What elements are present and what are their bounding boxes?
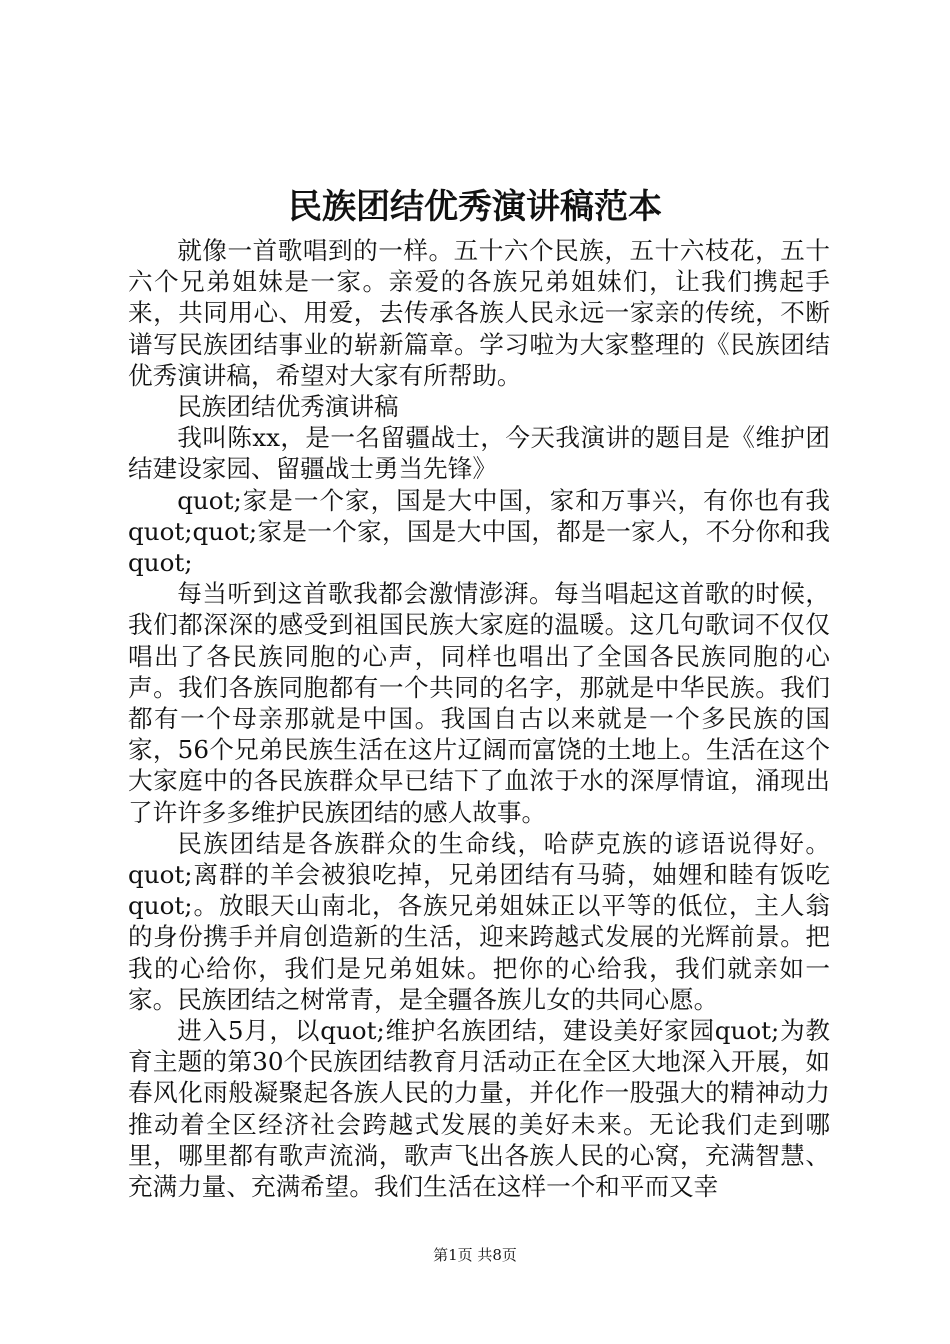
paragraph-may: 进入5月，以quot;维护名族团结，建设美好家园quot;为教育主题的第30个民族团结教育月活动正在全区大地深入开展，如春风化雨般凝聚起各族人民的力量，并化作一股强大的精神动力推动着全区经济社会跨越式发展的美好未来。无论我们走到哪里，哪里都有歌声流淌，歌声飞出各族人民的心窝，充满智慧、充满力量、充满希望。我们生活在这样一个和平而又幸 bbox=[128, 1016, 830, 1202]
page-number: 第1页 共8页 bbox=[433, 1246, 517, 1264]
paragraph-unity: 民族团结是各族群众的生命线，哈萨克族的谚语说得好。quot;离群的羊会被狼吃掉，兄弟团结有马骑，妯娌和睦有饭吃quot;。放眼天山南北，各族兄弟姐妹正以平等的低位，主人翁的身份携手并肩创造新的生活，迎来跨越式发展的光辉前景。把我的心给你，我们是兄弟姐妹。把你的心给我，我们就亲如一家。民族团结之树常青，是全疆各族儿女的共同心愿。 bbox=[128, 828, 830, 1014]
paragraph-song: 每当听到这首歌我都会激情澎湃。每当唱起这首歌的时候，我们都深深的感受到祖国民族大家庭的温暖。这几句歌词不仅仅唱出了各民族同胞的心声，同样也唱出了全国各民族同胞的心声。我们各族同胞都有一个共同的名字，那就是中华民族。我们都有一个母亲那就是中国。我国自古以来就是一个多民族的国家，56个兄弟民族生活在这片辽阔而富饶的土地上。生活在这个大家庭中的各民族群众早已结下了血浓于水的深厚情谊，涌现出了许许多多维护民族团结的感人故事。 bbox=[128, 579, 830, 827]
paragraph-lyrics: quot;家是一个家，国是大中国，家和万事兴，有你也有我quot;quot;家是一个家，国是大中国，都是一家人，不分你和我quot; bbox=[128, 485, 830, 578]
document-body bbox=[128, 235, 830, 1202]
paragraph-subtitle: 民族团结优秀演讲稿 bbox=[177, 392, 399, 422]
document-title: 民族团结优秀演讲稿范本 bbox=[288, 187, 662, 227]
paragraph-intro: 就像一首歌唱到的一样。五十六个民族，五十六枝花，五十六个兄弟姐妹是一家。亲爱的各族兄弟姐妹们，让我们携起手来，共同用心、用爱，去传承各族人民永远一家亲的传统，不断谱写民族团结事业的崭新篇章。学习啦为大家整理的《民族团结优秀演讲稿，希望对大家有所帮助。 bbox=[128, 236, 830, 390]
paragraph-speaker: 我叫陈xx，是一名留疆战士，今天我演讲的题目是《维护团结建设家园、留疆战士勇当先锋》 bbox=[128, 423, 830, 484]
